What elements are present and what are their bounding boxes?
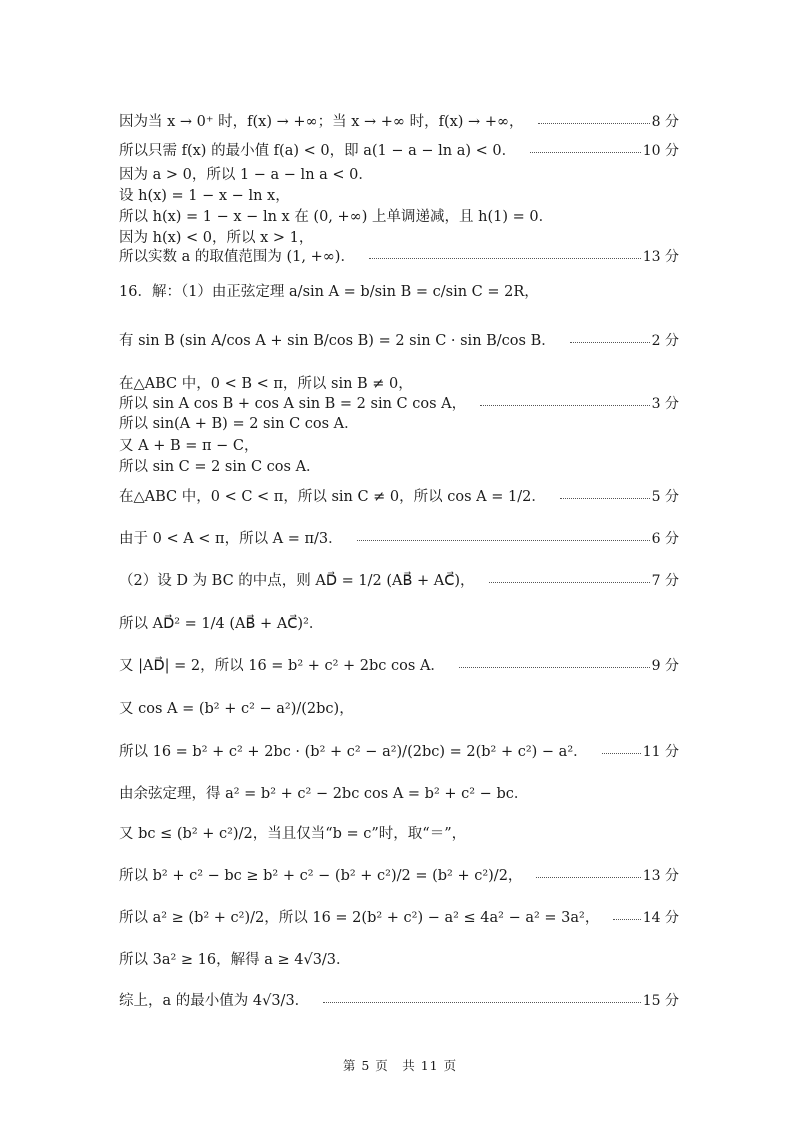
line-text: 又 bc ≤ (b² + c²)/2，当且仅当“b = c”时，取“＝”，: [119, 826, 467, 842]
line-text: 设 h(x) = 1 − x − ln x，: [119, 188, 290, 204]
score-label: 10 分: [642, 142, 679, 159]
score-label: 8 分: [651, 113, 679, 130]
score-label: 6 分: [651, 530, 679, 547]
solution-line: [119, 654, 679, 675]
solution-line: [119, 864, 679, 885]
line-text: 因为 h(x) < 0，所以 x > 1，: [119, 230, 314, 246]
dot-leader: [536, 877, 640, 878]
line-text: 综上，a 的最小值为 4√3/3．: [119, 993, 310, 1009]
score-label: 15 分: [642, 992, 679, 1009]
dot-leader: [480, 405, 650, 406]
line-text: 所以 b² + c² − bc ≥ b² + c² − (b² + c²)/2 = (b² + c²)/2，: [119, 868, 523, 884]
score-label: 7 分: [651, 572, 679, 589]
solution-line: [119, 948, 679, 969]
score-label: 3 分: [651, 395, 679, 412]
dot-leader: [538, 123, 650, 124]
solution-line: [119, 612, 679, 633]
line-text: 所以 sin C = 2 sin C cos A．: [119, 459, 321, 475]
line-text: 所以 16 = b² + c² + 2bc · (b² + c² − a²)/(2bc) = 2(b² + c²) − a²．: [119, 744, 588, 760]
solution-line: [119, 697, 679, 718]
score-label: 13 分: [642, 867, 679, 884]
line-text: 所以 a² ≥ (b² + c²)/2，所以 16 = 2(b² + c²) − a² ≤ 4a² − a² = 3a²，: [119, 910, 600, 926]
dot-leader: [570, 342, 650, 343]
solution-line: [119, 184, 679, 205]
solution-line: [119, 372, 679, 393]
solution-line: [119, 485, 679, 506]
line-text: 所以只需 f(x) 的最小值 f(a) < 0，即 a(1 − a − ln a) < 0．: [119, 143, 517, 159]
line-text: 所以 AD⃗² = 1/4 (AB⃗ + AC⃗)²．: [119, 616, 324, 632]
solution-line: [119, 163, 679, 184]
problem-16-heading: [119, 280, 679, 301]
score-label: 13 分: [642, 248, 679, 265]
line-text: 16．解：（1）由正弦定理 a/sin A = b/sin B = c/sin C = 2R，: [119, 284, 539, 300]
solution-line: [119, 906, 679, 927]
line-text: 由余弦定理，得 a² = b² + c² − 2bc cos A = b² + c² − bc．: [119, 786, 529, 802]
dot-leader: [323, 1002, 641, 1003]
line-text: 所以 3a² ≥ 16，解得 a ≥ 4√3/3．: [119, 952, 351, 968]
score-label: 5 分: [651, 488, 679, 505]
dot-leader: [602, 753, 641, 754]
line-text: 又 A + B = π − C，: [119, 438, 259, 454]
solution-line: [119, 527, 679, 548]
line-text: 有 sin B (sin A/cos A + sin B/cos B) = 2 sin C · sin B/cos B．: [119, 333, 556, 349]
dot-leader: [530, 152, 641, 153]
dot-leader: [459, 667, 650, 668]
line-text: 在△ABC 中，0 < C < π，所以 sin C ≠ 0，所以 cos A = 1/2．: [119, 489, 546, 505]
dot-leader: [560, 498, 650, 499]
solution-line: [119, 110, 679, 131]
line-text: 所以 h(x) = 1 − x − ln x 在 (0, +∞) 上单调递减，且 h(1) = 0．: [119, 209, 554, 225]
solution-line: [119, 740, 679, 761]
dot-leader: [357, 540, 650, 541]
solution-line: [119, 569, 679, 590]
score-label: 14 分: [642, 909, 679, 926]
line-text: 因为当 x → 0⁺ 时，f(x) → +∞；当 x → +∞ 时，f(x) → +∞，: [119, 114, 524, 130]
line-text: 在△ABC 中，0 < B < π，所以 sin B ≠ 0，: [119, 376, 413, 392]
solution-line: [119, 412, 679, 433]
solution-line: [119, 329, 679, 350]
line-text: 所以 sin A cos B + cos A sin B = 2 sin C cos A，: [119, 396, 467, 412]
line-text: （2）设 D 为 BC 的中点，则 AD⃗ = 1/2 (AB⃗ + AC⃗)，: [119, 573, 475, 589]
line-text: 又 |AD⃗| = 2，所以 16 = b² + c² + 2bc cos A．: [119, 658, 445, 674]
line-text: 所以 sin(A + B) = 2 sin C cos A．: [119, 416, 359, 432]
line-text: 所以实数 a 的取值范围为 (1, +∞)．: [119, 249, 355, 265]
dot-leader: [369, 258, 641, 259]
solution-line: [119, 989, 679, 1010]
line-text: 由于 0 < A < π，所以 A = π/3．: [119, 531, 343, 547]
score-label: 9 分: [651, 657, 679, 674]
score-label: 2 分: [651, 332, 679, 349]
solution-line: [119, 245, 679, 266]
solution-line: [119, 822, 679, 843]
solution-line: [119, 205, 679, 226]
solution-line: [119, 139, 679, 160]
dot-leader: [613, 919, 640, 920]
score-label: 11 分: [642, 743, 679, 760]
dot-leader: [489, 582, 650, 583]
solution-line: [119, 392, 679, 413]
page-number-footer: 第 5 页 共 11 页: [342, 1058, 458, 1073]
solution-line: [119, 782, 679, 803]
line-text: 又 cos A = (b² + c² − a²)/(2bc)，: [119, 701, 354, 717]
solution-line: [119, 455, 679, 476]
solution-line: [119, 226, 679, 247]
line-text: 因为 a > 0，所以 1 − a − ln a < 0．: [119, 167, 373, 183]
solution-line: [119, 434, 679, 455]
